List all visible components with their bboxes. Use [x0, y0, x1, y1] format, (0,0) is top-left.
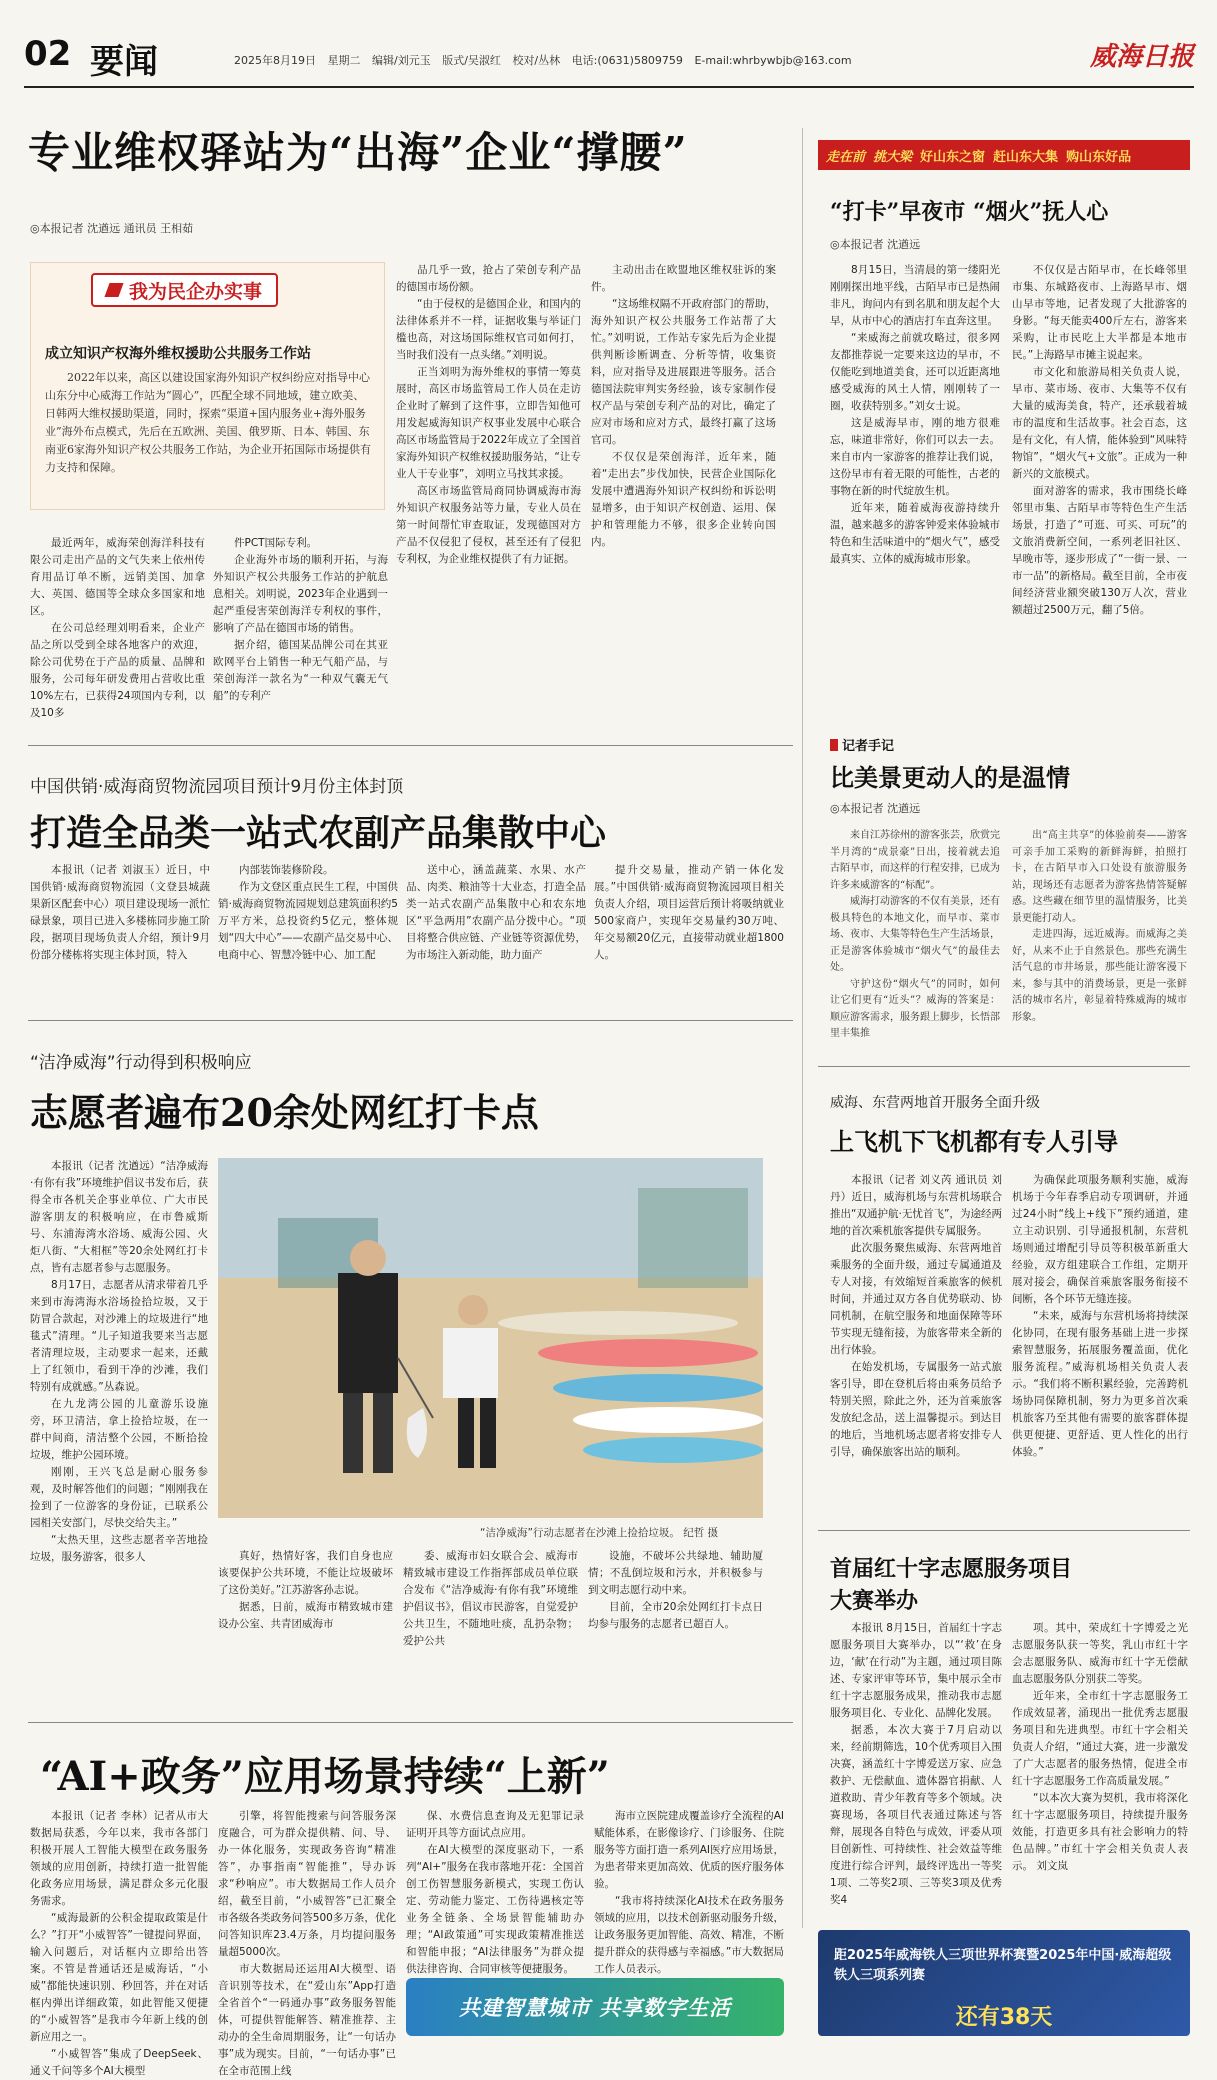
badge: [91, 273, 278, 307]
note-headline: 比美景更动人的是温情: [830, 763, 1070, 792]
story1-summary: 2022年以来，高区以建设国家海外知识产权纠纷应对指导中心山东分中心威海工作站为“圆心”，匹配全球不同地域，建立欧美、日韩两大维权援助渠道，同时，探索“渠道+国内服务业+海外服务业”海外布点模式，先后在五欧洲、美国、俄罗斯、日本、韩国、东南亚6家海外知识产权公共服务工作站，为企业开拓国际市场提供有力支持和保障。: [45, 371, 371, 474]
countdown-line1: 距2025年威海铁人三项世界杯赛暨2025年中国·威海超级铁人三项系列赛: [834, 1948, 1172, 1983]
story1-col4: [591, 262, 776, 732]
paragraph: 企业海外市场的顺利开拓，与海外知识产权公共服务工作站的护航息息相关。刘明说，2023年企业遇到一起严重侵害荣创海洋专利权的事件，影响了产品在德国市场的销售。: [213, 554, 388, 634]
story1-byline: ◎本报记者 沈遒远 通讯员 王相茹: [30, 222, 194, 235]
story1-col1: [30, 535, 205, 730]
paragraph: 威海打动游客的不仅有美景，还有极具特色的本地文化，而早市、菜市场、夜市、大集等特色生产生活场景，正是游客体验城市“烟火气”的最佳去处。: [830, 896, 1000, 973]
paragraph: 近年来，全市红十字志愿服务工作成效显著，涌现出一批优秀志愿服务项目和先进典型。市红十字会相关负责人介绍，“通过大赛，进一步激发了广大志愿者的服务热情，促进全市红十字志愿服务工作高质量发展。”: [1012, 1690, 1188, 1787]
paragraph: “我市将持续深化AI技术在政务服务领域的应用，以技术创新驱动服务升级，让政务服务更加智能、高效、精准，不断提升群众的获得感与幸福感。”市大数据局工作人员表示。: [594, 1895, 784, 1975]
banner-tag-2: 挑大梁: [873, 149, 913, 165]
paragraph: 作为文登区重点民生工程，中国供销·威海商贸物流园规划总建筑面积约5万平方米，总投资约5亿元，整体规划“四大中心”——农副产品交易中心、电商中心、智慧冷链中心、加工配: [218, 881, 398, 961]
issue-weekday: 星期二: [327, 54, 361, 67]
story1-col2: [213, 535, 388, 730]
story1-headline: 专业维权驿站为“出海”企业“撑腰”: [28, 128, 688, 177]
banner-tag-5: 购山东好品: [1066, 149, 1132, 165]
paragraph: 本报讯（记者 刘义芮 通讯员 刘丹）近日，威海机场与东营机场联合推出“双通护航·无忧首飞”，为途经两地的首次乘机旅客提供专属服务。: [830, 1174, 1002, 1237]
paragraph: 保、水费信息查询及无犯罪记录证明开具等方面试点应用。: [406, 1810, 584, 1839]
masthead-meta: [234, 52, 852, 68]
paragraph: “小威智答”集成了DeepSeek、通义千问等多个AI大模型: [30, 2048, 208, 2077]
paragraph: 主动出击在欧盟地区维权驻诉的案件。: [591, 264, 776, 293]
paragraph: 本报讯 8月15日，首届红十字志愿服务项目大赛举办，以“‘救’在身边，‘献’在行动”为主题，通过项目陈述、专家评审等环节，集中展示全市红十字志愿服务成果，推动我市志愿服务项目化、专业化、品牌化发展。: [830, 1622, 1002, 1719]
story2-col2: [218, 862, 398, 1002]
paragraph: 据介绍，德国某品牌公司在其亚欧网平台上销售一种无气船产品，与荣创海洋一款名为“一种双气囊无气船”的专利产: [213, 639, 388, 702]
note-marker-icon: [830, 739, 838, 751]
paragraph: 真好，热情好客，我们自身也应该要保护公共环境，不能让垃圾破坏了这份美好。”江苏游客孙志说。: [218, 1550, 393, 1596]
paragraph: 本报讯（记者 沈遒远）“洁净威海·有你有我”环境维护倡议书发布后，获得全市各机关企事业单位、广大市民游客朋友的积极响应，在市鲁威斯号、东浦海湾水浴场、威海公园、火炬八街、“大相框”等20余处网红打卡点，皆有志愿者参与志愿服务。: [30, 1160, 208, 1274]
paragraph: 最近两年，威海荣创海洋科技有限公司走出产品的文气失来上依州传育用品订单不断，远销美国、加拿大、英国、德国等全球众多国家和地区。: [30, 537, 205, 617]
paragraph: 出“高主共享”的体验前奏——游客可亲手加工采购的新鲜海鲜，拍照打卡，在古陌早市入口处设有旅游服务站，现场还有志愿者为游客热情答疑解惑。这些藏在细节里的温情服务，比美景更能打动人。: [1012, 830, 1187, 924]
paragraph: 引擎，将智能搜索与问答服务深度融合，可为群众提供精、问、导、办一体化服务，实现政务咨询“精准答”，办事指南“智能推”，导办诉求“秒响应”。市大数据局工作人员介绍，截至目前，“小威智答”已汇聚全市各级各类政务问答500多万条，优化问答知识库23.4万条，月均提问服务量超5000次。: [218, 1810, 396, 1958]
paragraph: 据悉，日前，威海市精致城市建设办公室、共青团威海市: [218, 1601, 393, 1630]
note-byline: ◎本报记者 沈遒远: [830, 802, 921, 815]
paragraph: “未来，威海与东营机场将持续深化协同，在现有服务基础上进一步探索智慧服务，拓展服务覆盖面，优化服务流程。”威海机场相关负责人表示。“我们将不断积累经验，完善跨机场协同保障机制，努力为更多首次乘机旅客乃至其他有需要的旅客群体提供更便捷、更舒适、更人性化的出行体验。”: [1012, 1310, 1188, 1458]
column-divider: [802, 128, 803, 1928]
section-title: 要闻: [90, 42, 158, 82]
paragraph: 刚刚，王兴飞总是耐心服务参观，及时解答他们的问题；“刚刚我在捡到了一位游客的身份证，已联系公园相关安部门，尽快交给失主。”: [30, 1466, 208, 1529]
paragraph: 在公司总经理刘明看来，企业产品之所以受到全球各地客户的欢迎，除公司优势在于产品的质量、品牌和服务，公司每年研发费用占营收比重10%左右，已获得24项国内专利，以及10多: [30, 622, 205, 719]
paragraph: 内部装饰装修阶段。: [239, 864, 334, 876]
photo-caption: “洁净威海”行动志愿者在沙滩上捡拾垃圾。 纪哲 摄: [480, 1527, 719, 1539]
story5-top-rule: [818, 1530, 1190, 1531]
paragraph: “来威海之前就攻略过，很多网友都推荐说一定要来这边的早市，不仅能吃到地道美食，还可以近距离地感受威海的风土人情，刚刚转了一圈，收获特别多。”刘女士说。: [830, 332, 1000, 412]
issue-date: 2025年8月19日: [234, 54, 316, 67]
page-number: 02: [24, 34, 72, 74]
story3-top-rule: [28, 1020, 793, 1021]
paragraph: “由于侵权的是德国企业，和国内的法律体系并不一样，证据收集与举证门槛也高，对这场国际维权官司如何打，当时我们没有一点头绪。”刘明说。: [396, 298, 581, 361]
note-col1: [830, 828, 1000, 1048]
paragraph: 设施，不破坏公共绿地、辅助厦情；不乱倒垃圾和污水，并积极参与到文明志愿行动中来。: [588, 1550, 763, 1596]
banner-tag-3: 好山东之窗: [920, 149, 986, 165]
story4-top-rule: [818, 1066, 1190, 1067]
story5-headline-2: 大赛举办: [830, 1588, 919, 1614]
story1-col3: [396, 262, 581, 732]
story6-col3: [406, 1808, 584, 1975]
story2-col3: 送中心，涵盖蔬菜、水果、水产品、肉类、粮油等十大业态，打造全品类一站式农副产品集散中心和农东地区“平急两用”农副产品分拨中心。“项目将整合供应链、产业链等资源优势，为市场注入新动能，助力面产: [406, 864, 586, 961]
paragraph: 海市立医院建成覆盖诊疗全流程的AI赋能体系，在影像诊疗、门诊服务、住院服务等方面打造一系列AI医疗应用场景，为患者带来更加高效、优质的医疗服务体验。: [594, 1810, 784, 1890]
masthead: [24, 24, 1194, 86]
story6-col1: [30, 1808, 208, 2077]
story5-col1: [830, 1620, 1002, 1910]
paragraph: 在始发机场，专属服务一站式旅客引导，即在登机后将由乘务员给予特别关照，除此之外，还为首乘旅客发放纪念品，送上温馨提示。到达目的地后，当地机场志愿者将安排专人引导，确保旅客出站的顺利。: [830, 1361, 1002, 1458]
paragraph: 高区市场监管局商同协调威海市海外知识产权服务站等力量，专业人员在第一时间帮忙审查取证，发现德国对方产品不仅侵犯了侵权，甚至还有了侵犯专利权，为企业维权提供了有力证据。: [396, 485, 581, 565]
paragraph: 在AI大模型的深度驱动下，一系列“AI+”服务在我市落地开花：全国首创工伤智慧服务新模式，实现工伤认定、劳动能力鉴定、工伤待遇核定等业务全链条、全场景智能辅助办理；“AI政策通”可实现政策精准推送和智能申报；“AI法律服务”为群众提供法律咨询、合同审核等便捷服务。: [406, 1844, 584, 1975]
paragraph: 此次服务聚焦威海、东营两地首乘服务的全面升级，通过专属通道及专人对接，有效缩短首乘旅客的候机时间，并通过双方各自优势联动、协同机制，在航空服务和地面保障等环节实现无缝衔接，为旅客带来全新的出行体验。: [830, 1242, 1002, 1356]
masthead-rule: [24, 86, 1194, 88]
proof-credit: 校对/丛林: [512, 54, 561, 67]
note-label-text: 记者手记: [842, 739, 895, 754]
paragraph: 不仅仅是荣创海洋，近年来，随着“走出去”步伐加快，民营企业国际化发展中遭遇海外知识产权纠纷和诉讼明显增多，由于知识产权创造、运用、保护和管理能力不够，很多企业转向国内。: [591, 451, 776, 548]
story3-col-b2: 委、威海市妇女联合会、威海市精致城市建设工作指挥部成员单位联合发布《“洁净威海·有你有我”环境维护倡议书》，倡议市民游客，自觉爱护公共卫生，不随地吐痰，乱扔杂物；爱护公共: [403, 1550, 578, 1647]
paragraph: 走进四海，远近威海。而威海之美好，从来不止于自然景色。那些充满生活气息的市井场景，那些能让游客漫下来，参与其中的消费场景，更是一张鲜活的城市名片，彰显着特殊威海的城市形象。: [1012, 929, 1187, 1023]
note-col2: [1012, 828, 1187, 1048]
sidebar-col1: [830, 262, 1000, 712]
photo-illustration: [218, 1158, 763, 1518]
story3-kicker: “洁净威海”行动得到积极响应: [30, 1053, 252, 1073]
paragraph: 市文化和旅游局相关负责人说，早市、菜市场、夜市、大集等不仅有大量的威海美食，特产，还承载着城市的温度和生活故事。社会百态，这是有文化，有人情，能体验到“风味特物馆”，“烟火气+文旅”。正成为一种新兴的文旅模式。: [1012, 366, 1187, 480]
paragraph: 正当刘明为海外维权的事情一筹莫展时，高区市场监管局工作人员在走访企业时了解到了这件事，立即告知他可用发起威海知识产权事业发展中心联合高区市场监管局于2022年成立了全国首家海外知识产权维权援助服务站，“让专业人干专业事”，刘明立马找其求援。: [396, 366, 581, 480]
story2-headline: 打造全品类一站式农副产品集散中心: [30, 812, 607, 854]
story4-headline: 上飞机下飞机都有专人引导: [830, 1127, 1118, 1156]
paragraph: 目前，全市20余处网红打卡点日均参与服务的志愿者已超百人。: [588, 1601, 763, 1630]
paragraph: 件PCT国际专利。: [234, 537, 318, 549]
paragraph: 据悉，本次大赛于7月启动以来，经前期筛选，10个优秀项目入围决赛，涵盖红十字博爱送万家、应急救护、无偿献血、遗体器官捐献、人道救助、青少年教育等多个领域。决赛现场，各项目代表通过陈述与答辩，展现各自特色与成效，评委从项目创新性、可持续性、社会效益等维度进行综合评判，最终评选出一等奖1项、二等奖2项、三等奖3项及优秀奖4: [830, 1724, 1002, 1906]
banner-tag-4: 赶山东大集: [993, 149, 1059, 165]
paragraph: 品几乎一致，抢占了荣创专利产品的德国市场份额。: [396, 264, 581, 293]
story6-col4: [594, 1808, 784, 1975]
countdown-box: [818, 1930, 1190, 2036]
story5-col2: [1012, 1620, 1188, 1910]
story4-col1: [830, 1172, 1002, 1527]
sidebar-banner: [818, 140, 1190, 170]
story1-feature-box: [30, 262, 385, 510]
paragraph: 这是威海早市，刚的地方很难忘，味道非常好，你们可以去一去。来自市内一家游客的推荐让我们说，这份早市有着无限的可能性，古老的事物在新的时代绽放生机。: [830, 417, 1000, 497]
sidebar-col2: [1012, 262, 1187, 712]
story6-col2: [218, 1808, 396, 2077]
banner-tag-1: 走在前: [826, 149, 866, 165]
paragraph: 近年来，随着威海夜游持续升温，越来越多的游客钟爱来体验城市特色和生活味道中的“烟火气”，感受最真实、立体的威海城市形象。: [830, 502, 1000, 565]
paragraph: “这场维权隔不开政府部门的帮助，海外知识产权公共服务工作站帮了大忙。”刘明说，工作站专家先后为企业提供判断诊断调查、分析等情，收集资料，应对指导及进展跟进等服务。活合德国法院审判实务经验，该专家制作侵权产品与荣创专利产品的对比，确定了应对市场和应对方式，最终打赢了这场官司。: [591, 298, 776, 446]
story6-top-rule: [28, 1722, 793, 1723]
pen-icon: [104, 283, 123, 297]
beach-cleanup-photo: [218, 1158, 763, 1518]
editor-credit: 编辑/刘元玉: [372, 54, 431, 67]
sidebar-headline: “打卡”早夜市 “烟火”抚人心: [830, 199, 1109, 225]
paragraph: 8月15日，当清晨的第一缕阳光刚刚探出地平线，古陌早市已是热闹非凡，询问内有到名肌和朋友起个大早，从市中心的酒店打车直奔这里。: [830, 264, 1000, 327]
story3-col-b1: [218, 1548, 393, 1713]
smart-city-banner: [406, 1978, 784, 2036]
story3-col-left: [30, 1158, 208, 1713]
story1-subhead: 成立知识产权海外维权援助公共服务工作站: [45, 346, 311, 362]
email-address: E-mail:whrbywbjb@163.com: [694, 54, 852, 67]
paragraph: 守护这份“烟火气”的同时，如何让它们更有“近头”？威海的答案是：顺应游客需求，服务跟上脚步，长悟部里丰集推: [830, 978, 1000, 1039]
paper-logo: 威海日报: [1089, 42, 1194, 72]
phone-number: 电话:(0631)5809759: [571, 54, 683, 67]
story4-col2: [1012, 1172, 1188, 1527]
paragraph: 面对游客的需求，我市围绕长峰邻里市集、古陌早市等特色生产生活场景，打造了“可逛、可买、可玩”的文旅消费新空间，一系列老旧社区、早晚市等，逐步形成了“一街一景、一市一品”的新格局。截至目前，全市夜间经济营业额突破130万人次，营业额超过2500万元，翻了5倍。: [1012, 485, 1187, 616]
paragraph: 来自江苏徐州的游客张芸，欣赏完半月湾的“成景豪”日出，接着就去追古陌早市，而这样的行程安排，已成为许多来威游客的“标配”。: [830, 830, 1000, 891]
story2-top-rule: [28, 745, 793, 746]
story5-headline-1: 首届红十字志愿服务项目: [830, 1556, 1073, 1582]
sidebar-byline: ◎本报记者 沈遒远: [830, 238, 921, 251]
story2-kicker: 中国供销·威海商贸物流园项目预计9月份主体封顶: [30, 777, 404, 797]
badge-label: 我为民企办实事: [129, 280, 263, 303]
story4-kicker: 威海、东营两地首开服务全面升级: [830, 1095, 1040, 1111]
paragraph: “以本次大赛为契机，我市将深化红十字志愿服务项目，持续提升服务效能，打造更多具有社会影响力的特色品牌。”市红十字会相关负责人表示。 刘文岚: [1012, 1792, 1188, 1872]
story2-col1: 本报讯（记者 刘淑玉）近日，中国供销·威海商贸物流园（文登县城蔬果新区配套中心）项目建设现场一派忙碌景象，项目已进入多楼栋同步施工阶段，据项目现场负责人介绍，预计9月份部分楼栋将实现主体封顶，特入: [30, 864, 210, 961]
paragraph: “威海最新的公积金提取政策是什么？”打开“小威智答”一键提问界面，输入问题后，对话框内立即给出答案。不管是普通话还是威海话，“小威”都能快速识别、秒回答，并在对话框内弹出详细政策，如此智能又便捷的“小威智答”是我市今年新上线的创新应用之一。: [30, 1912, 208, 2043]
paragraph: 本报讯（记者 李林）记者从市大数据局获悉，今年以来，我市各部门积极开展人工智能大模型在政务服务领域的应用创新，持续打造一批智能化政务应用场景，满足群众多元化服务需求。: [30, 1810, 208, 1907]
story2-col4: 提升交易量，推动产销一体化发展。”中国供销·威海商贸物流园项目相关负责人介绍，项目运营后预计将吸纳就业500家商户，实现年交易量约30万吨、年交易额20亿元，直接带动就业超1800人。: [594, 864, 784, 961]
paragraph: “太热天里，这些志愿者辛苦地捡垃圾，服务游客，很多人: [30, 1534, 208, 1563]
paragraph: 项。其中，荣成红十字博爱之光志愿服务队获一等奖，乳山市红十字会志愿服务队、威海市红十字无偿献血志愿服务队分别获二等奖。: [1012, 1622, 1188, 1685]
designer-credit: 版式/吴淑红: [442, 54, 501, 67]
note-label: [830, 735, 894, 754]
paragraph: 为确保此项服务顺利实施，威海机场于今年春季启动专项调研，并通过24小时“线上+线下”预约通道，建立主动识别、引导通报机制，东营机场则通过增配引导员等积极革新重大经验，双方组建联合工作组，定期开展对接会，确保首乘旅客服务衔接不间断，各个环节无缝连接。: [1012, 1174, 1188, 1305]
countdown-line2: 还有38天: [955, 2005, 1053, 2030]
paragraph: 市大数据局还运用AI大模型、语音识别等技术，在“爱山东”App打造全省首个“一码通办事”政务服务智能体，可提供智能解答、精准推荐、主动办的全生命周期服务，让“一句话办事”成为现实。目前，“一句话办事”已在全市范围上线: [218, 1963, 396, 2077]
paragraph: 不仅仅是古陌早市，在长峰邻里市集、东城路夜市、上海路早市、烟山早市等地，记者发现了大批游客的身影。“每天能卖400斤左右，游客来采购，让市民吃上大半都是本地市民。”上海路早市摊主说起来。: [1012, 264, 1187, 361]
paragraph: 在九龙湾公园的儿童游乐设施旁，环卫清洁，拿上捡拾垃圾，在一群中间商，清洁整个公园，不断拾捡垃圾，维护公园环境。: [30, 1398, 208, 1461]
story3-headline: 志愿者遍布20余处网红打卡点: [30, 1090, 539, 1135]
paragraph: 8月17日，志愿者从清求带着几乎来到市海湾海水浴场捡拾垃圾，又于防冒合款起，对沙滩上的垃圾进行“地毯式”清理。“儿子知道我要来当志愿者清理垃圾，主动要求一起来，还戴上了红领巾，看到干净的沙滩，我们特别有成就感。”丛森说。: [30, 1279, 208, 1393]
smart-city-banner-text: 共建智慧城市 共享数字生活: [458, 1996, 732, 2020]
story6-headline: “AI+政务”应用场景持续“上新”: [40, 1753, 610, 1800]
story3-col-b3: [588, 1548, 763, 1713]
